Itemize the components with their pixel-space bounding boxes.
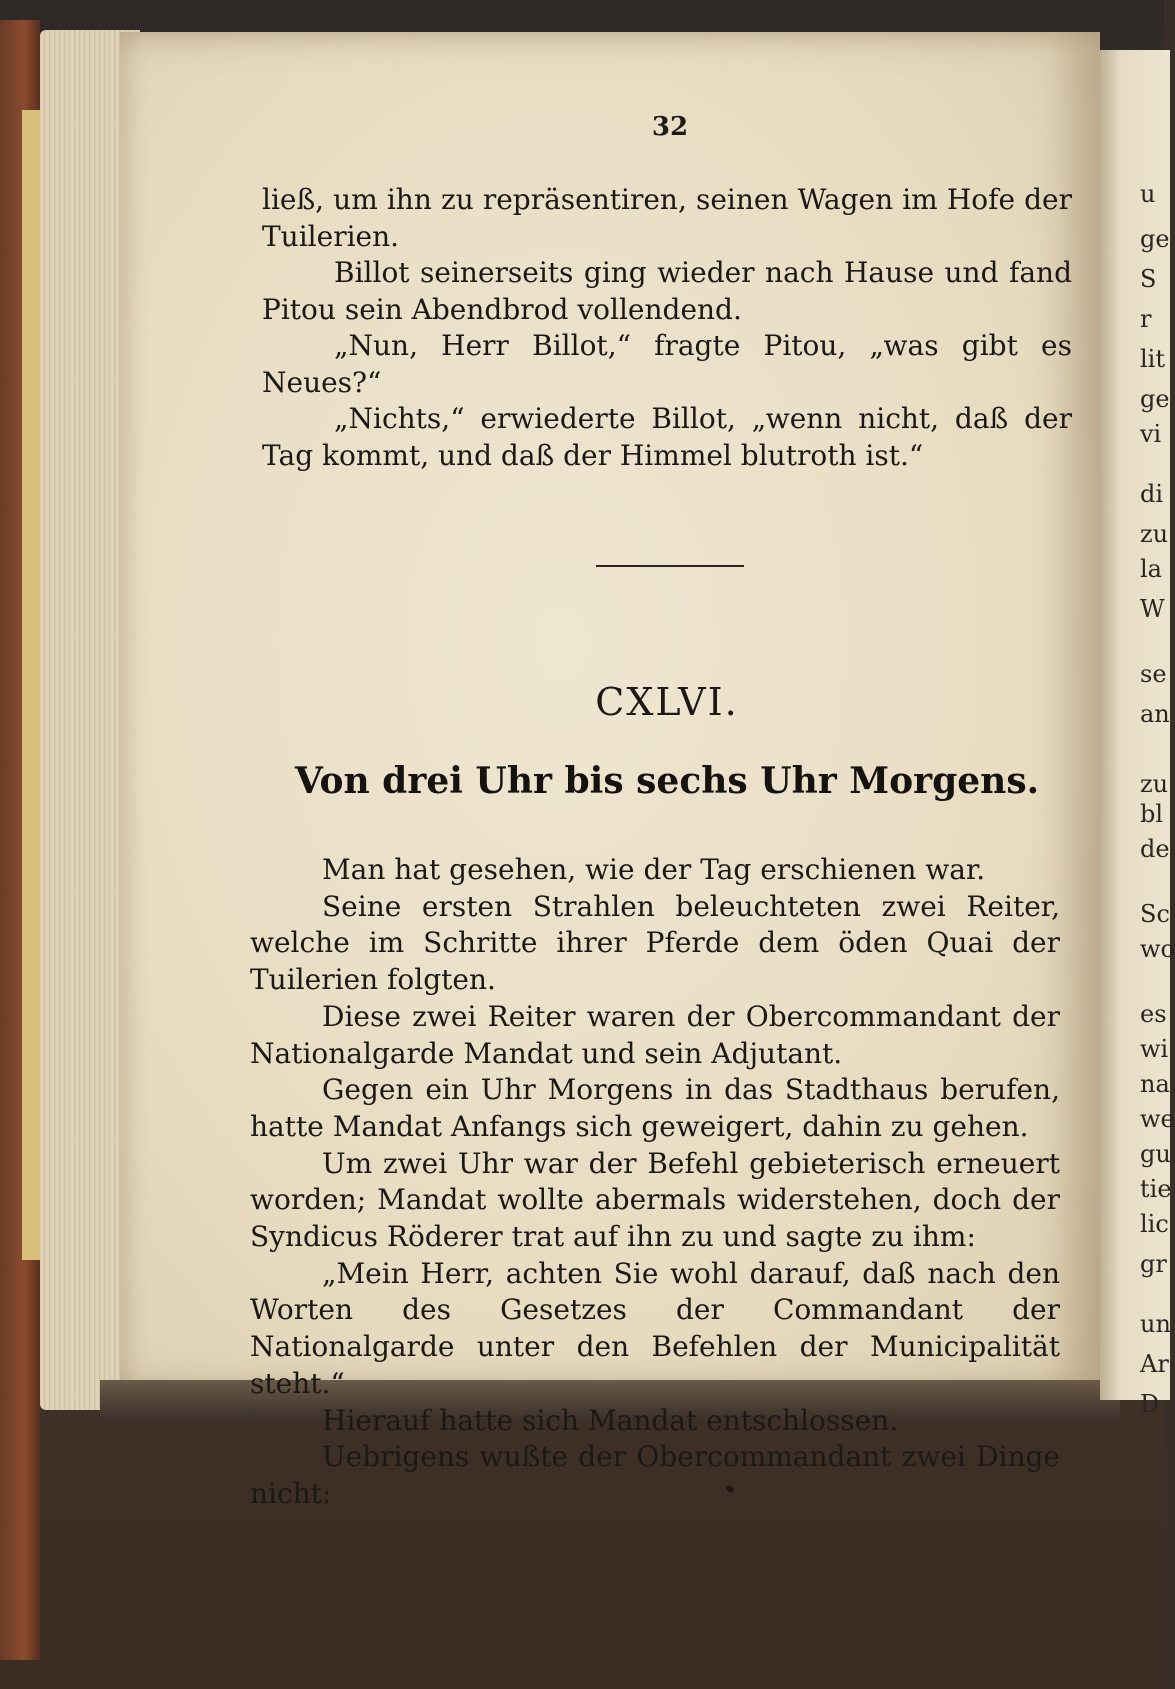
paragraph: Man hat gesehen, wie der Tag erschienen war. [322, 853, 986, 886]
facing-page-fragment: D [1140, 1390, 1160, 1418]
page-number: 32 [651, 112, 689, 142]
facing-page-fragment: Ar [1140, 1350, 1169, 1378]
facing-page-fragment: na [1140, 1070, 1170, 1098]
facing-page-fragment: W [1140, 595, 1165, 623]
facing-page-fragment: tie [1140, 1175, 1172, 1203]
facing-page-fragment: r [1140, 305, 1152, 333]
facing-page-fragment: S [1140, 265, 1157, 293]
facing-page-fragment: u [1140, 180, 1156, 208]
facing-page-fragment: bl [1140, 800, 1164, 828]
facing-page-fragment: zu [1140, 520, 1169, 548]
facing-page-fragment: lic [1140, 1210, 1169, 1238]
paragraph: Diese zwei Reiter waren der Obercommandant der Nationalgarde Mandat und sein Adjutant. [250, 999, 1060, 1070]
facing-page-fragment: de [1140, 835, 1170, 863]
paragraph: Uebrigens wußte der Obercommandant zwei Dinge nicht: [250, 1440, 1060, 1510]
facing-page-fragment: se [1140, 660, 1167, 688]
paragraph: Hierauf hatte sich Mandat entschlossen. [322, 1403, 899, 1437]
chapter-body [250, 852, 1060, 1513]
paragraph: Billot seinerseits ging wieder nach Hause und fand Pitou sein Abendbrod vollendend. [262, 256, 1072, 326]
paragraph: „Mein Herr, achten Sie wohl darauf, daß nach den Worten des Gesetzes der Commandant der Nationalgarde unter den Befehlen der Municipalität steht.“ [250, 1256, 1060, 1400]
facing-page-fragment: gu [1140, 1140, 1171, 1168]
facing-page [1100, 50, 1175, 1418]
chapter-title: Von drei Uhr bis sechs Uhr Morgens. [294, 760, 1040, 802]
facing-page-fragment: ge [1140, 225, 1170, 253]
section-divider [596, 565, 744, 567]
paragraph: Seine ersten Strahlen beleuchteten zwei Reiter, welche im Schritte ihrer Pferde dem öden Quai der Tuilerien folgten. [250, 889, 1060, 997]
facing-page-fragment: an [1140, 700, 1170, 728]
facing-page-fragment: Sc [1140, 900, 1170, 928]
paragraph: Gegen ein Uhr Morgens in das Stadthaus berufen, hatte Mandat Anfangs sich geweigert, dahin zu gehen. [250, 1073, 1060, 1143]
paragraph: ließ, um ihn zu repräsentiren, seinen Wagen im Hofe der Tuilerien. [262, 183, 1072, 253]
facing-page-fragment: we [1140, 1105, 1175, 1133]
facing-page-fragment: la [1140, 555, 1162, 583]
facing-page-fragment: di [1140, 480, 1164, 508]
facing-page-fragment: wo [1140, 935, 1175, 963]
facing-page-fragment: es [1140, 1000, 1167, 1028]
paragraph: „Nun, Herr Billot,“ fragte Pitou, „was gibt es Neues?“ [262, 329, 1072, 399]
facing-page-fragment: wi [1140, 1035, 1169, 1063]
facing-page-fragment: vi [1140, 420, 1162, 448]
facing-page-fragment: lit [1140, 345, 1165, 373]
paragraph: Um zwei Uhr war der Befehl gebieterisch erneuert worden; Mandat wollte abermals widerstehen, doch der Syndicus Röderer trat auf ihn zu und sagte zu ihm: [250, 1146, 1060, 1254]
facing-page-fragment: zu [1140, 770, 1169, 798]
paragraph: „Nichts,“ erwiederte Billot, „wenn nicht, daß der Tag kommt, und daß der Himmel blutroth ist.“ [262, 402, 1072, 472]
facing-page-fragment: un [1140, 1310, 1171, 1338]
continuation-text [262, 182, 1072, 474]
chapter-number: CXLVI. [595, 680, 739, 724]
facing-page-fragment: ge [1140, 385, 1170, 413]
facing-page-fragment: gr [1140, 1250, 1167, 1278]
